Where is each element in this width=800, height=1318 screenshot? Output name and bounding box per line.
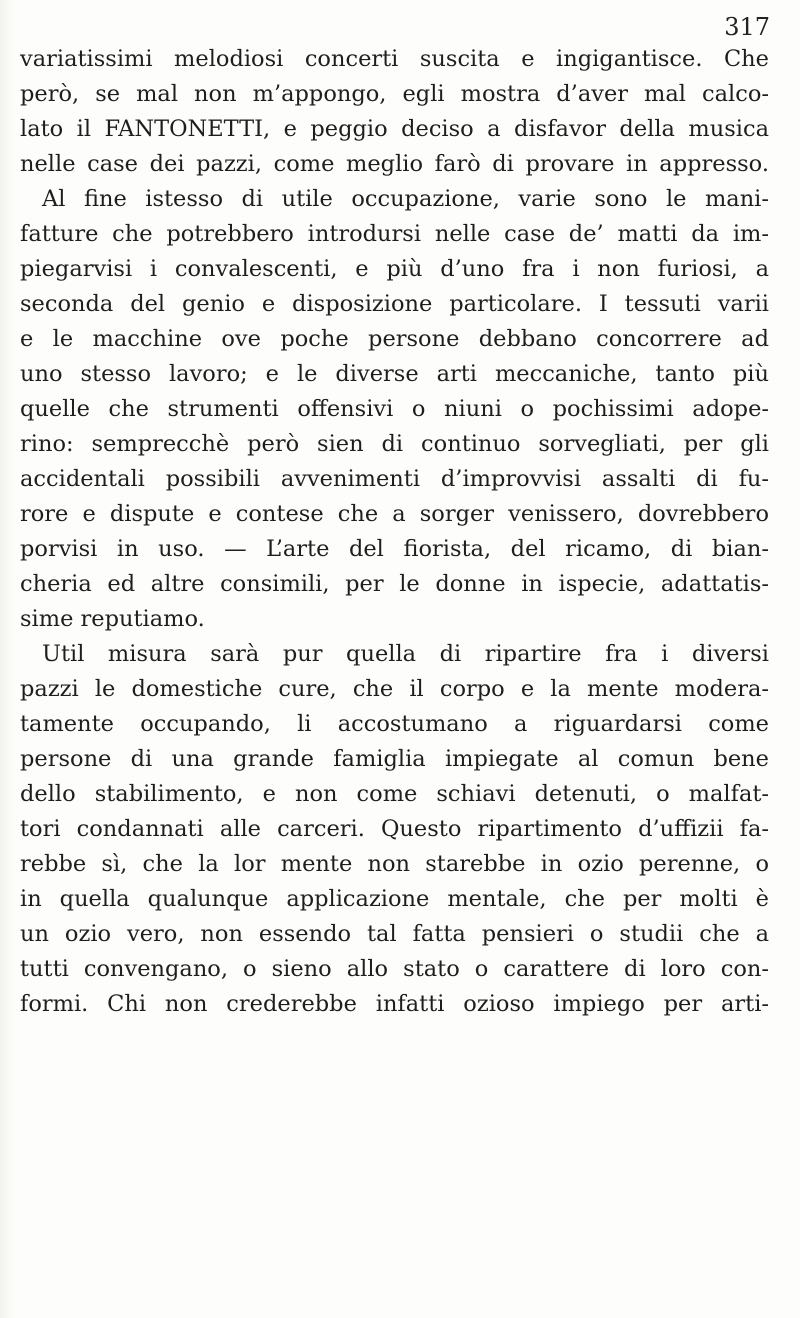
- text-line: dello stabilimento, e non come schiavi detenuti, o malfat-: [20, 781, 769, 807]
- text-line: pazzi le domestiche cure, che il corpo e la mente modera-: [20, 676, 769, 702]
- text-line: tamente occupando, li accostumano a riguardarsi come: [20, 711, 769, 737]
- text-line: variatissimi melodiosi concerti suscita e ingigantisce. Che: [20, 46, 769, 72]
- text-line: rore e dispute e contese che a sorger venissero, dovrebbero: [20, 501, 769, 527]
- text-line: nelle case dei pazzi, come meglio farò di provare in appresso.: [20, 151, 769, 177]
- text-line: Al fine istesso di utile occupazione, varie sono le mani-: [42, 186, 769, 212]
- text-line: rebbe sì, che la lor mente non starebbe in ozio perenne, o: [20, 851, 769, 877]
- text-line: Util misura sarà pur quella di ripartire fra i diversi: [42, 641, 769, 667]
- text-line: lato il FANTONETTI, e peggio deciso a disfavor della musica: [20, 116, 769, 142]
- text-line: uno stesso lavoro; e le diverse arti meccaniche, tanto più: [20, 361, 769, 387]
- text-line: e le macchine ove poche persone debbano concorrere ad: [20, 326, 769, 352]
- page-number: 317: [724, 13, 770, 41]
- text-line: in quella qualunque applicazione mentale, che per molti è: [20, 886, 769, 912]
- text-line: sime reputiamo.: [20, 606, 205, 632]
- text-line: un ozio vero, non essendo tal fatta pensieri o studii che a: [20, 921, 769, 947]
- text-line: persone di una grande famiglia impiegate al comun bene: [20, 746, 769, 772]
- text-line: tori condannati alle carceri. Questo ripartimento d’uffizii fa-: [20, 816, 769, 842]
- text-line: accidentali possibili avvenimenti d’improvvisi assalti di fu-: [20, 466, 769, 492]
- text-line: seconda del genio e disposizione particolare. I tessuti varii: [20, 291, 769, 317]
- text-line: rino: semprecchè però sien di continuo sorvegliati, per gli: [20, 431, 769, 457]
- text-line: piegarvisi i convalescenti, e più d’uno fra i non furiosi, a: [20, 256, 769, 282]
- text-line: cheria ed altre consimili, per le donne in ispecie, adattatis-: [20, 571, 769, 597]
- text-line: porvisi in uso. — L’arte del fiorista, del ricamo, di bian-: [20, 536, 769, 562]
- text-line: però, se mal non m’appongo, egli mostra d’aver mal calco-: [20, 81, 769, 107]
- text-line: fatture che potrebbero introdursi nelle case de’ matti da im-: [20, 221, 769, 247]
- text-line: quelle che strumenti offensivi o niuni o pochissimi adope-: [20, 396, 769, 422]
- text-line: formi. Chi non crederebbe infatti ozioso impiego per arti-: [20, 991, 769, 1017]
- binding-edge: [0, 0, 14, 1318]
- text-line: tutti convengano, o sieno allo stato o carattere di loro con-: [20, 956, 769, 982]
